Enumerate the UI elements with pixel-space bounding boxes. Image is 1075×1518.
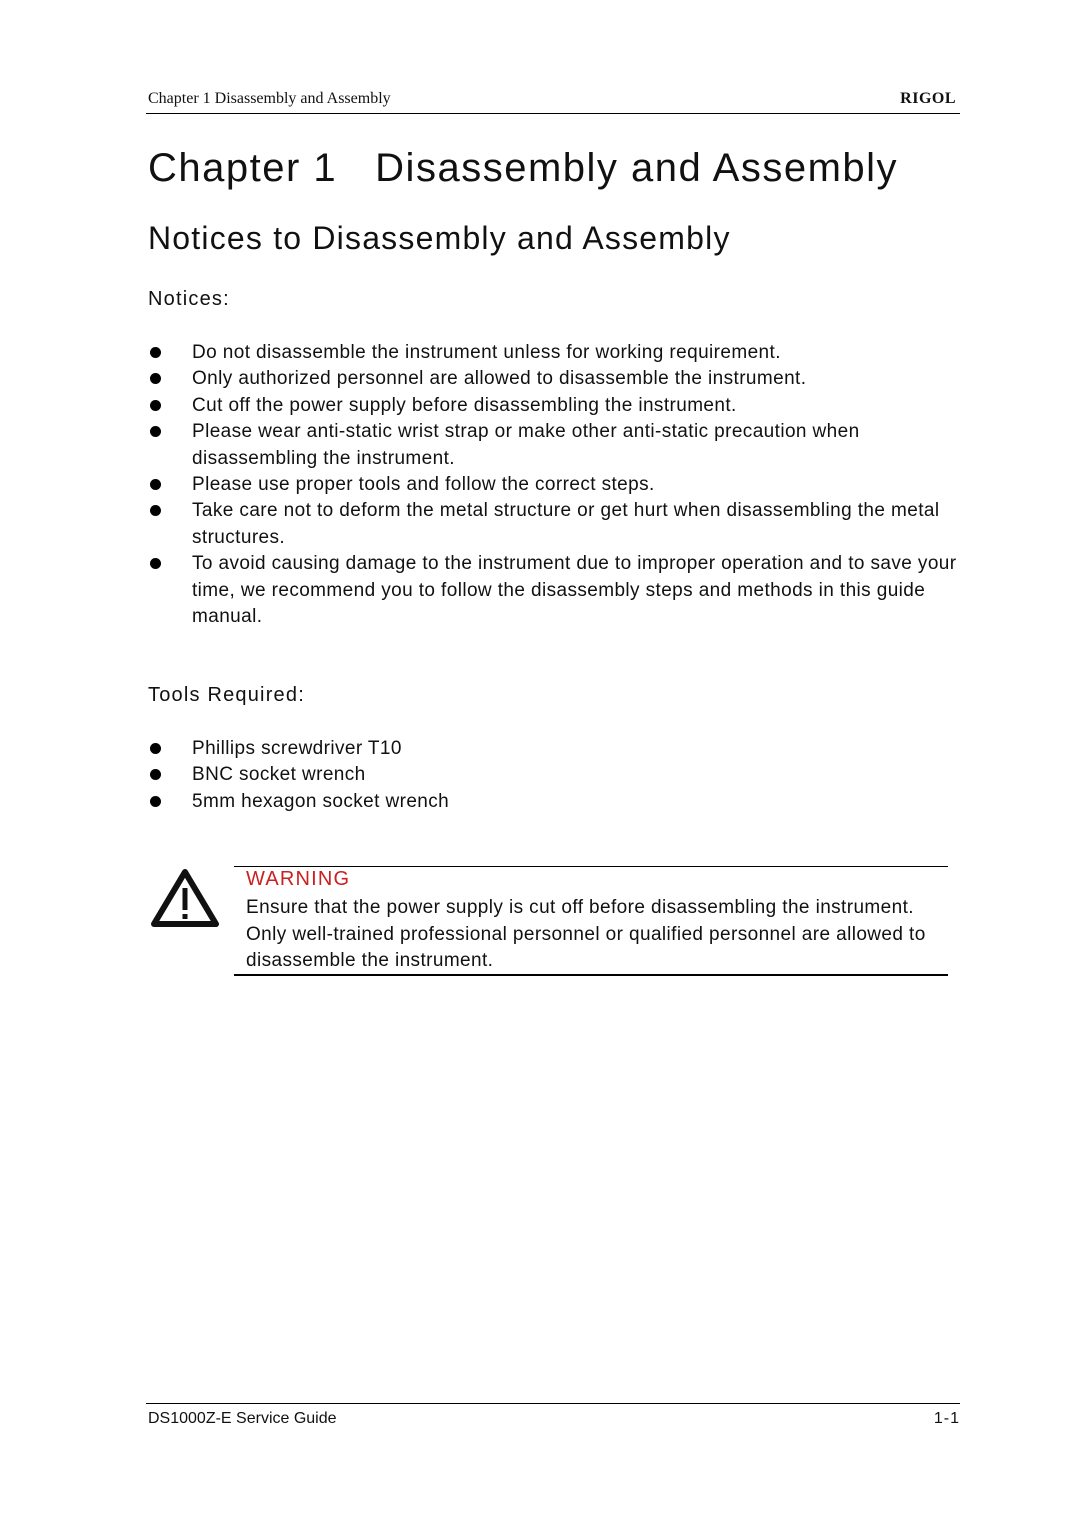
footer-guide-title: DS1000Z-E Service Guide — [148, 1410, 337, 1427]
notice-text: Please use proper tools and follow the correct steps. — [192, 474, 655, 496]
bullet-icon — [150, 505, 161, 516]
tools-list — [148, 736, 962, 815]
notice-text: Do not disassemble the instrument unless for working requirement. — [192, 342, 781, 363]
bullet-icon — [150, 796, 161, 807]
bullet-icon — [150, 347, 161, 358]
bullet-icon — [150, 743, 161, 754]
header-chapter-label: Chapter 1 Disassembly and Assembly — [148, 90, 391, 107]
list-item — [148, 762, 962, 788]
tools-heading: Tools Required: — [148, 684, 305, 706]
notices-list — [148, 340, 962, 630]
warning-text: Ensure that the power supply is cut off before disassembling the instrument. Only well-trained professional personnel or qualified personnel are allowed to disassemble the instrument. — [246, 897, 926, 972]
notice-text: To avoid causing damage to the instrument due to improper operation and to save your time, we recommend you to follow the disassembly steps and methods in this guide manual. — [192, 553, 957, 628]
list-item — [148, 551, 962, 630]
tool-text: 5mm hexagon socket wrench — [192, 790, 450, 812]
footer-page-number: 1-1 — [933, 1410, 960, 1427]
list-item — [148, 366, 962, 392]
running-header — [146, 88, 960, 114]
notice-text: Cut off the power supply before disassembling the instrument. — [192, 394, 737, 416]
list-item — [148, 419, 962, 472]
bullet-icon — [150, 373, 161, 384]
list-item — [148, 736, 962, 762]
bullet-icon — [150, 479, 161, 490]
bullet-icon — [150, 558, 161, 569]
list-item — [148, 472, 962, 498]
notices-heading: Notices: — [148, 288, 230, 310]
header-brand: RIGOL — [900, 90, 956, 107]
list-item — [148, 340, 962, 366]
bullet-icon — [150, 769, 161, 780]
tool-text: Phillips screwdriver T10 — [192, 738, 402, 759]
running-footer — [146, 1403, 960, 1432]
chapter-title — [148, 146, 898, 191]
bullet-icon — [150, 400, 161, 411]
notice-text: Take care not to deform the metal structure or get hurt when disassembling the metal structures. — [192, 500, 940, 548]
warning-title: WARNING — [246, 868, 351, 890]
notice-text: Only authorized personnel are allowed to disassemble the instrument. — [192, 368, 807, 390]
list-item — [148, 498, 962, 551]
chapter-number: Chapter 1 — [148, 146, 338, 190]
list-item — [148, 393, 962, 419]
notice-text: Please wear anti-static wrist strap or make other anti-static precaution when disassembling the instrument. — [192, 421, 860, 469]
chapter-name: Disassembly and Assembly — [375, 146, 899, 190]
warning-triangle-icon — [150, 868, 220, 930]
list-item — [148, 789, 962, 815]
bullet-icon — [150, 426, 161, 437]
section-title: Notices to Disassembly and Assembly — [148, 220, 731, 256]
tool-text: BNC socket wrench — [192, 764, 366, 786]
